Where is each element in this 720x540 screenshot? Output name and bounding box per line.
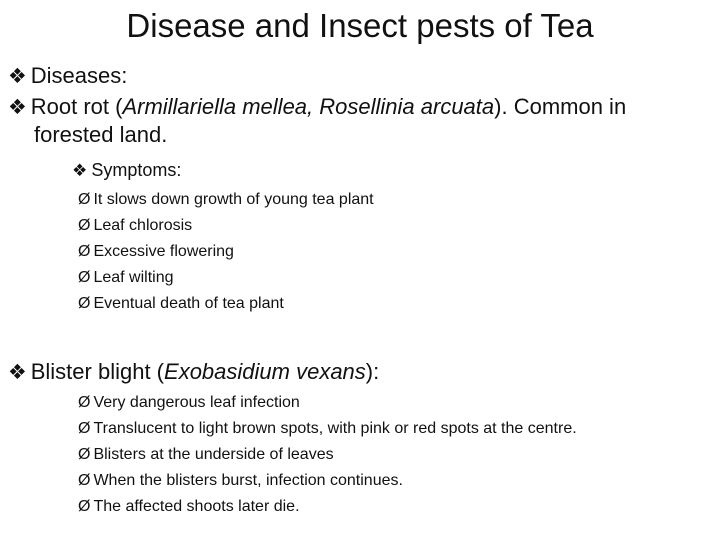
blister-point-text: The affected shoots later die.: [93, 498, 300, 515]
diseases-heading: [8, 62, 127, 91]
diamond-bullet-icon: ❖: [8, 361, 27, 384]
symptom-item: [78, 292, 284, 316]
symptom-text: Eventual death of tea plant: [93, 295, 284, 312]
blister-blight-item: [8, 358, 379, 387]
arrow-bullet-icon: Ø: [78, 295, 91, 312]
blister-point-text: When the blisters burst, infection continues.: [93, 472, 403, 489]
symptom-item: [78, 188, 374, 212]
diamond-bullet-icon: ❖: [72, 161, 88, 180]
arrow-bullet-icon: Ø: [78, 269, 91, 286]
blister-after: ):: [365, 359, 380, 384]
symptom-item: [78, 266, 174, 290]
arrow-bullet-icon: Ø: [78, 446, 91, 463]
blister-point-text: Very dangerous leaf infection: [93, 394, 300, 411]
symptom-text: It slows down growth of young tea plant: [93, 191, 374, 208]
root-rot-name: Root rot (: [30, 94, 123, 119]
blister-point: [78, 391, 300, 415]
arrow-bullet-icon: Ø: [78, 498, 91, 515]
symptom-text: Leaf wilting: [93, 269, 174, 286]
symptom-text: Leaf chlorosis: [93, 217, 193, 234]
blister-point-text: Blisters at the underside of leaves: [93, 446, 334, 463]
blister-pathogen: Exobasidium vexans: [164, 359, 366, 384]
blister-name: Blister blight (: [30, 359, 165, 384]
symptom-item: [78, 240, 234, 264]
diamond-bullet-icon: ❖: [8, 65, 27, 88]
arrow-bullet-icon: Ø: [78, 217, 91, 234]
symptom-item: [78, 214, 192, 238]
symptoms-heading-label: Symptoms:: [91, 160, 182, 180]
root-rot-continued: forested land.: [34, 122, 168, 147]
diseases-heading-label: Diseases:: [30, 63, 128, 88]
slide-title: Disease and Insect pests of Tea: [126, 7, 594, 44]
diamond-bullet-icon: ❖: [8, 96, 27, 119]
root-rot-item: [8, 93, 626, 122]
blister-point: [78, 417, 577, 441]
root-rot-after: ). Common in: [494, 94, 627, 119]
blister-point-text: Translucent to light brown spots, with pink or red spots at the centre.: [93, 420, 577, 437]
symptom-text: Excessive flowering: [93, 243, 234, 260]
symptoms-heading: [72, 158, 181, 183]
arrow-bullet-icon: Ø: [78, 472, 91, 489]
arrow-bullet-icon: Ø: [78, 243, 91, 260]
blister-point: [78, 443, 334, 467]
root-rot-pathogen: Armillariella mellea, Rosellinia arcuata: [122, 94, 495, 119]
blister-point: [78, 495, 300, 519]
blister-point: [78, 469, 403, 493]
arrow-bullet-icon: Ø: [78, 420, 91, 437]
arrow-bullet-icon: Ø: [78, 394, 91, 411]
arrow-bullet-icon: Ø: [78, 191, 91, 208]
